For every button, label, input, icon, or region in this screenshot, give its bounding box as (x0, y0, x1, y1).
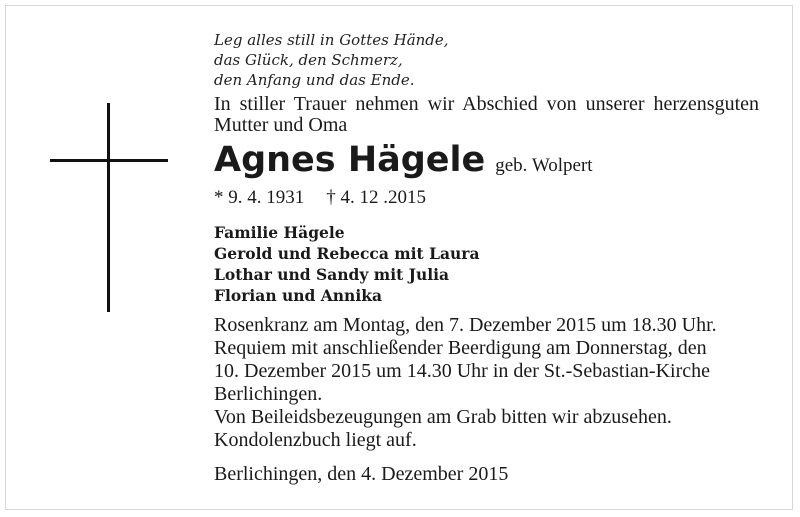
verse-line: Leg alles still in Gottes Hände, (214, 31, 449, 49)
birth-date: * 9. 4. 1931 (214, 187, 305, 208)
verse-line: das Glück, den Schmerz, (214, 51, 403, 69)
life-dates (214, 188, 759, 208)
cross-horizontal-bar (50, 159, 168, 162)
death-date: † 4. 12 .2015 (326, 187, 426, 208)
birth-name: geb. Wolpert (495, 155, 593, 176)
detail-line: Berlichingen. (214, 383, 323, 405)
family-member: Gerold und Rebecca mit Laura (214, 244, 480, 263)
place-date-closing: Berlichingen, den 4. Dezember 2015 (214, 463, 509, 485)
family-member: Lothar und Sandy mit Julia (214, 265, 450, 284)
detail-line: Requiem mit anschließender Beerdigung am Donnerstag, den (214, 337, 707, 359)
family-member: Familie Hägele (214, 223, 345, 242)
deceased-name: Agnes Hägele (214, 140, 486, 180)
intro-text: In stiller Trauer nehmen wir Abschied von unserer herzensguten Mutter und Oma (214, 93, 759, 136)
verse-line: den Anfang und das Ende. (214, 71, 415, 89)
verse (214, 30, 759, 90)
family-member: Florian und Annika (214, 286, 383, 305)
detail-line: 10. Dezember 2015 um 14.30 Uhr in der St.-Sebastian-Kirche (214, 360, 710, 382)
detail-line: Rosenkranz am Montag, den 7. Dezember 2015 um 18.30 Uhr. (214, 314, 717, 336)
service-details (214, 314, 759, 452)
detail-line: Kondolenzbuch liegt auf. (214, 429, 417, 451)
deceased-name-row (214, 137, 759, 185)
cross-vertical-bar (107, 103, 110, 312)
family-list (214, 222, 759, 306)
detail-line: Von Beileidsbezeugungen am Grab bitten wir abzusehen. (214, 406, 672, 428)
obituary-text (214, 30, 759, 486)
